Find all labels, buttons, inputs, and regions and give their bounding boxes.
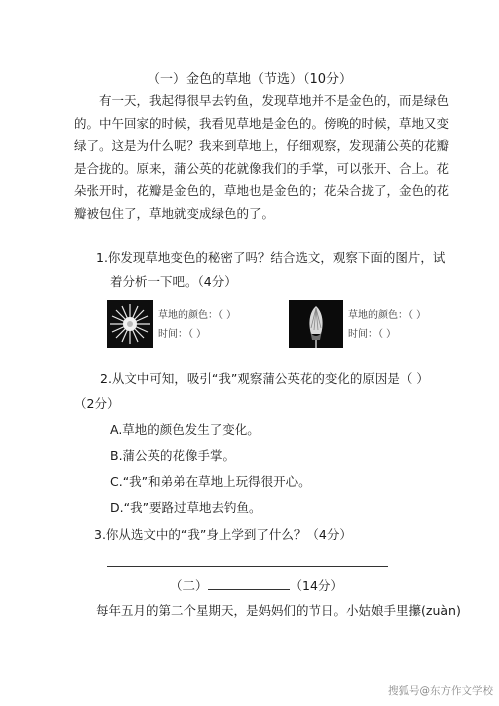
passage-line: 有一天，我起得很早去钓鱼，发现草地并不是金色的，而是绿色: [99, 93, 450, 108]
option-b: B.蒲公英的花像手掌。: [110, 448, 236, 463]
dandelion-closed-icon: [289, 300, 343, 348]
dandelion-open-icon: [107, 300, 153, 348]
passage-line: 绿了。这是为什么呢？我来到草地上，仔细观察，发现蒲公英的花瓣: [74, 138, 450, 153]
closed-dandelion-photo: [289, 300, 343, 348]
section1-title: （一）金色的草地（节选）（10分）: [146, 72, 353, 87]
section2-title-prefix: （二）: [170, 578, 208, 593]
right-color-label: 草地的颜色：（ ）: [348, 310, 427, 321]
answer-line: [107, 566, 388, 567]
question-1-line-1: 1.你发现草地变色的秘密了吗？结合选文，观察下面的图片，试: [96, 250, 446, 265]
section2-title-suffix: （14分）: [289, 578, 343, 593]
passage-line: 朵张开时，花瓣是金色的，草地也是金色的；花朵合拢了，金色的花: [74, 183, 450, 198]
left-time-label: 时间：（ ）: [158, 329, 207, 340]
right-time-label: 时间：（ ）: [348, 329, 397, 340]
left-color-label: 草地的颜色：（ ）: [158, 310, 237, 321]
question-3: 3.你从选文中的“我”身上学到了什么？（4分）: [94, 527, 352, 542]
question-1-line-2: 着分析一下吧。（4分）: [110, 274, 237, 289]
option-c: C.“我”和弟弟在草地上玩得很开心。: [110, 474, 311, 489]
option-a: A.草地的颜色发生了变化。: [110, 422, 260, 437]
question-2-line-1: 2.从文中可知，吸引“我”观察蒲公英花的变化的原因是（ ）: [100, 371, 429, 386]
passage-line: 的。中午回家的时候，我看见草地是金色的。傍晚的时候，草地又变: [74, 115, 450, 131]
passage-line: 是合拢的。原来，蒲公英的花就像我们的手掌，可以张开、合上。花: [74, 160, 450, 176]
title-blank: [208, 577, 290, 590]
passage: [74, 90, 450, 225]
open-dandelion-photo: [107, 300, 153, 348]
section2-title: [170, 576, 343, 594]
passage-line: 瓣被包住了，草地就变成绿色的了。: [74, 205, 275, 221]
watermark: 搜狐号@东方作文学校: [388, 685, 493, 697]
question-2-line-2: （2分）: [74, 396, 120, 411]
option-d: D.“我”要路过草地去钓鱼。: [110, 500, 262, 515]
section2-passage-start: 每年五月的第二个星期天，是妈妈们的节日。小姑娘手里攥(zuàn): [96, 603, 461, 618]
